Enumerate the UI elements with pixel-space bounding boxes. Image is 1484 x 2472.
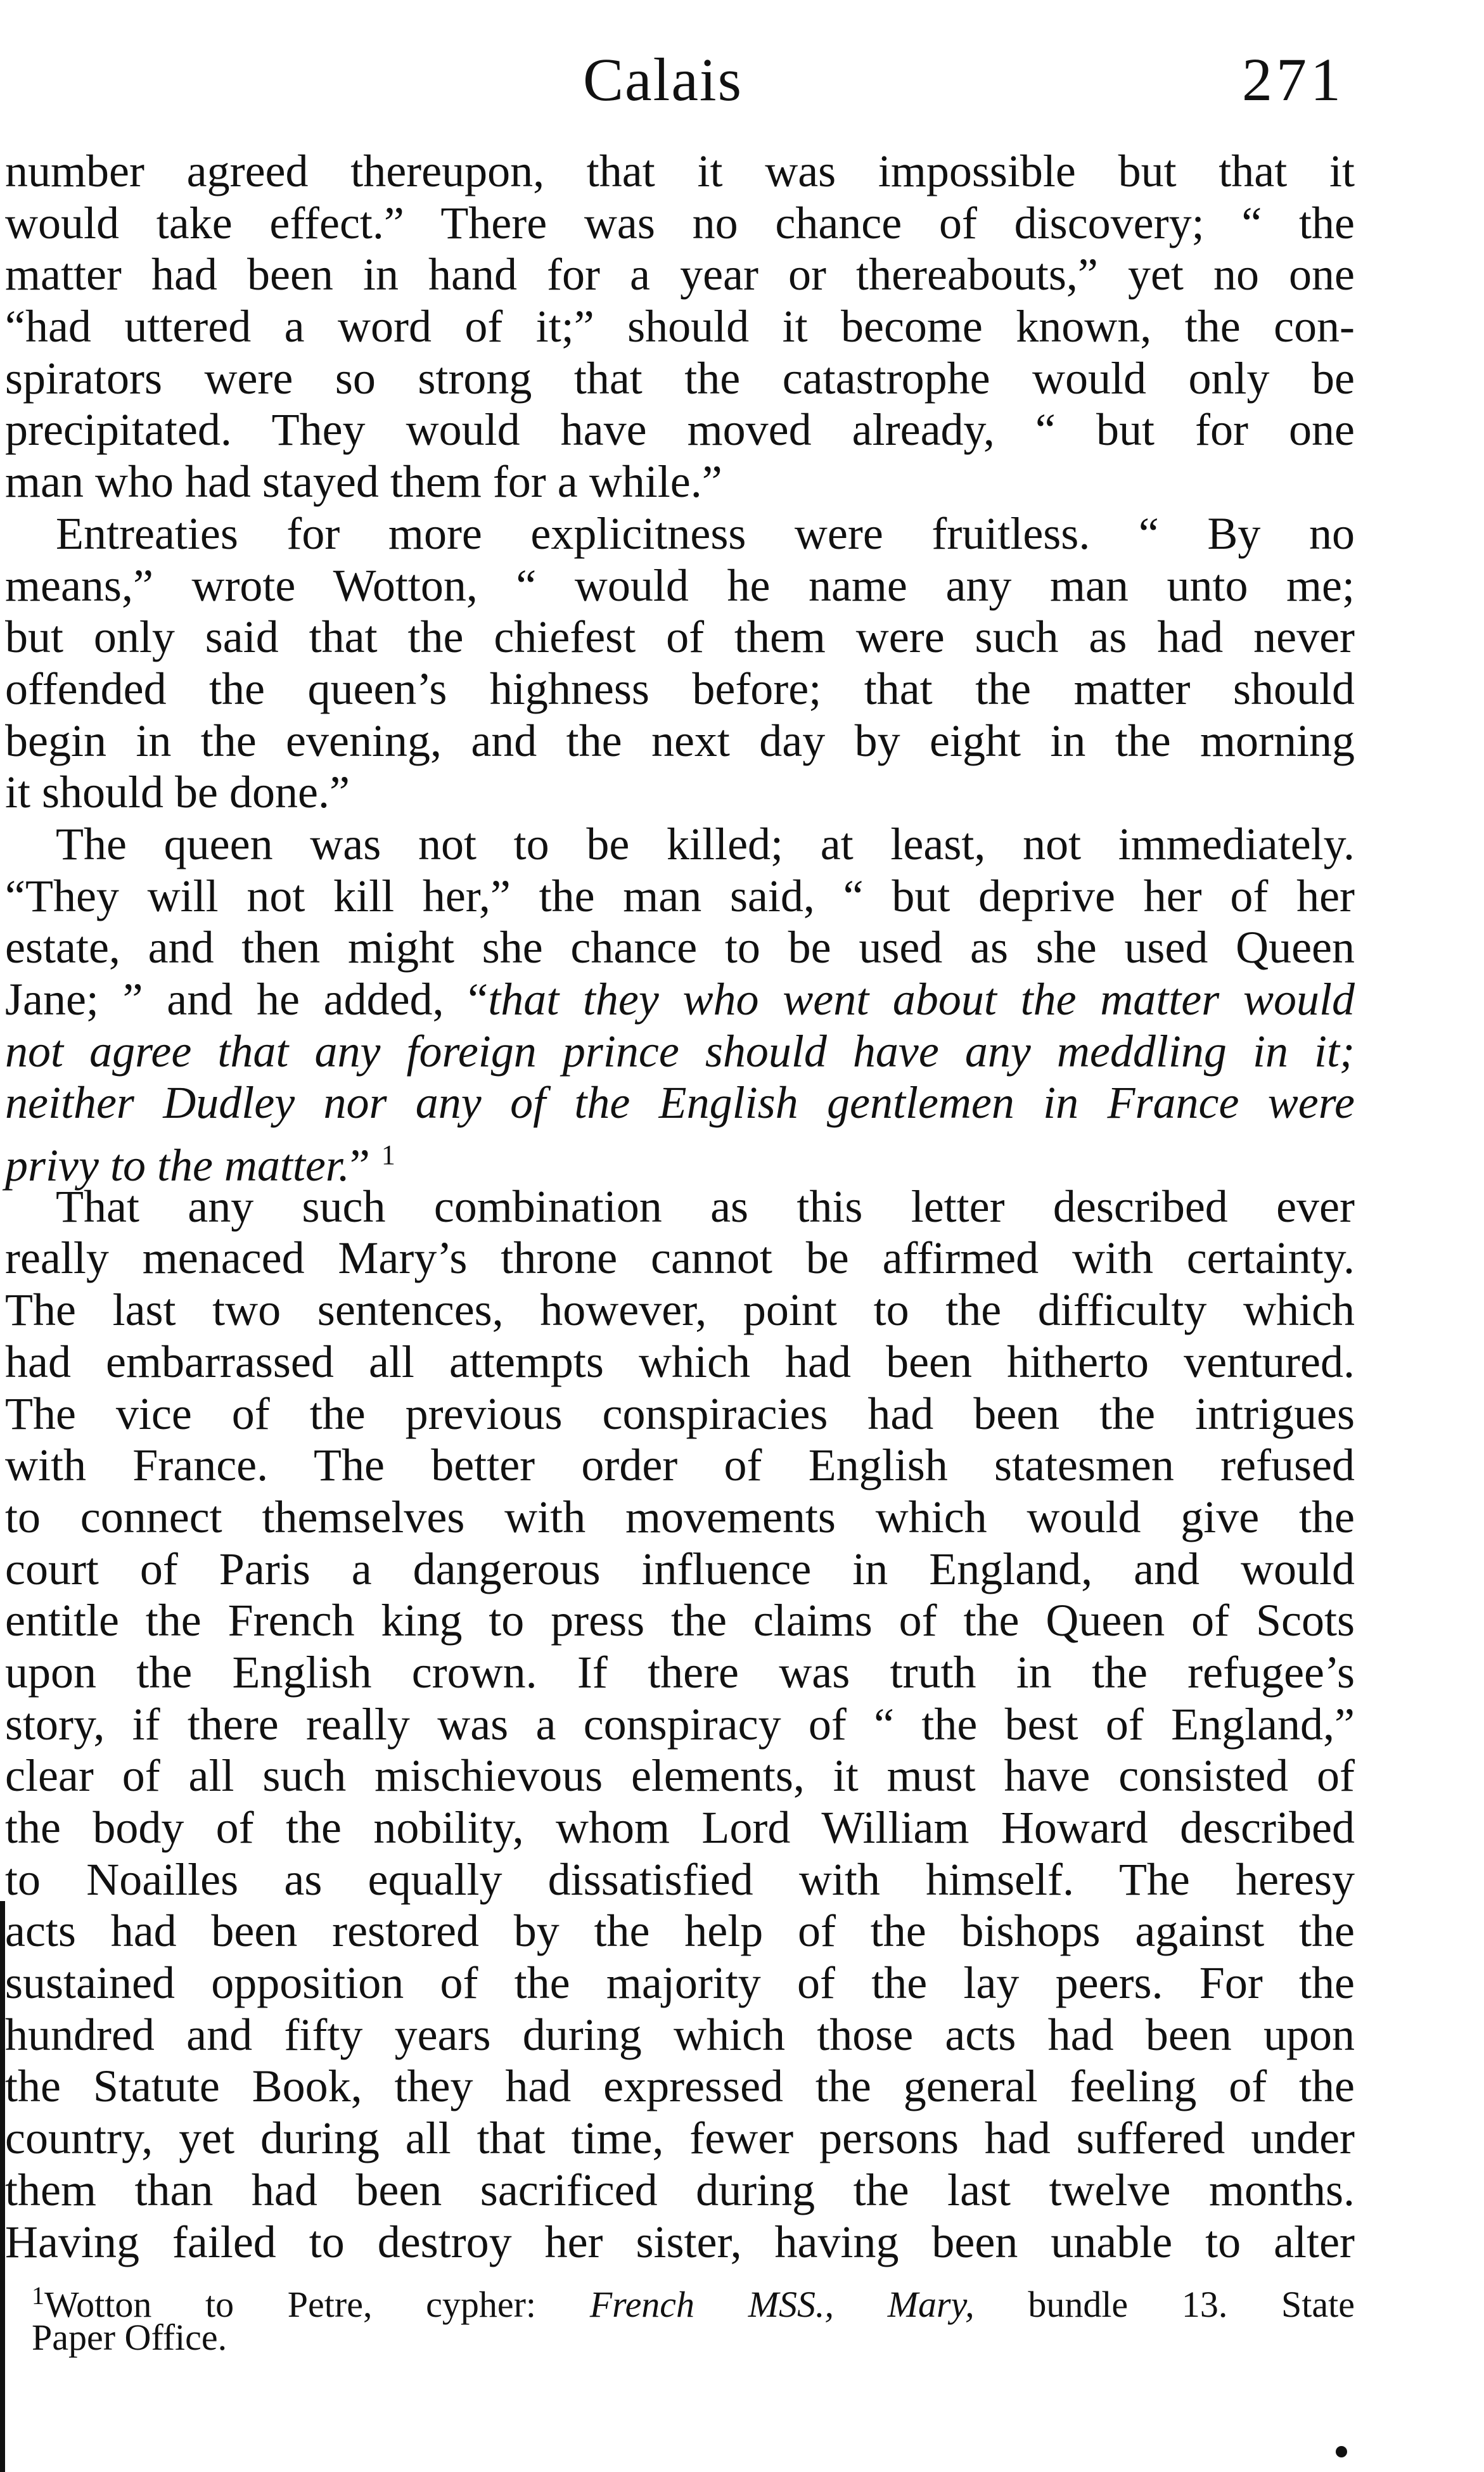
body-text	[5, 146, 1355, 2268]
text-line: the body of the nobility, whom Lord William Howard described	[5, 1802, 1355, 1853]
text-line: would take effect.” There was no chance of discovery; “ the	[5, 197, 1355, 248]
footnote-reference: 1	[381, 1139, 395, 1171]
text-line: entitle the French king to press the claims of the Queen of Scots	[5, 1595, 1355, 1646]
text-line: upon the English crown. If there was truth in the refugee’s	[5, 1646, 1355, 1698]
text-line: sustained opposition of the majority of the lay peers. For the	[5, 1957, 1355, 2009]
text-line: the Statute Book, they had expressed the general feeling of the	[5, 2061, 1355, 2112]
text-line	[5, 974, 1355, 1026]
text-line: man who had stayed them for a while.”	[5, 456, 722, 508]
text-line: offended the queen’s highness before; that the matter should	[5, 663, 1355, 714]
text-line: begin in the evening, and the next day by eight in the morning	[5, 715, 1355, 766]
paragraph-start-line: The queen was not to be killed; at least, not immediately.	[56, 818, 1355, 869]
text-run: Jane; ” and he added, “	[5, 974, 489, 1025]
text-line: with France. The better order of English statesmen refused	[5, 1440, 1355, 1491]
text-line: country, yet during all that time, fewer persons had suffered under	[5, 2113, 1355, 2164]
running-head: Calais	[583, 46, 743, 113]
text-line: estate, and then might she chance to be used as she used Queen	[5, 922, 1355, 973]
italic-text-line: neither Dudley nor any of the English gentlemen in France were	[5, 1077, 1355, 1129]
page-header	[0, 38, 1484, 114]
text-line: had embarrassed all attempts which had been hitherto ventured.	[5, 1336, 1355, 1387]
print-speck	[1336, 2446, 1347, 2457]
page-number: 271	[1242, 46, 1345, 113]
text-line: to Noailles as equally dissatisfied with himself. The heresy	[5, 1854, 1355, 1905]
text-line: clear of all such mischievous elements, it must have consisted of	[5, 1750, 1355, 1802]
text-line: it should be done.”	[5, 767, 350, 818]
text-line: really menaced Mary’s throne cannot be affirmed with certainty.	[5, 1233, 1355, 1284]
italic-text-run: privy to the matter.	[5, 1140, 350, 1191]
text-line: “had uttered a word of it;” should it become known, the con-	[5, 301, 1355, 352]
text-run: ”	[349, 1140, 381, 1191]
text-line: number agreed thereupon, that it was impossible but that it	[5, 146, 1355, 196]
text-line: spirators were so strong that the catastrophe would only be	[5, 352, 1355, 404]
text-line: court of Paris a dangerous influence in England, and would	[5, 1543, 1355, 1594]
footnote-line: Paper Office.	[32, 2317, 227, 2358]
text-line: hundred and fifty years during which those acts had been upon	[5, 2009, 1355, 2060]
text-line: “They will not kill her,” the man said, “ but deprive her of her	[5, 870, 1355, 921]
text-line: Having failed to destroy her sister, having been unable to alter	[5, 2216, 1355, 2267]
text-line: The vice of the previous conspiracies had been the intrigues	[5, 1388, 1355, 1439]
page-edge-shadow	[0, 1901, 5, 2472]
text-line: but only said that the chiefest of them were such as had never	[5, 612, 1355, 663]
text-line: them than had been sacrificed during the last twelve months.	[5, 2164, 1355, 2215]
text-line: matter had been in hand for a year or thereabouts,” yet no one	[5, 249, 1355, 300]
paragraph-start-line: That any such combination as this letter described ever	[56, 1181, 1355, 1232]
footnote-text: bundle 13. State	[974, 2284, 1355, 2325]
text-line: acts had been restored by the help of the bishops against the	[5, 1905, 1355, 1957]
footnote-mark: 1	[32, 2281, 44, 2310]
text-line: story, if there really was a conspiracy of “ the best of England,”	[5, 1698, 1355, 1750]
italic-text-run: that they who went about the matter would	[488, 974, 1355, 1025]
italic-text-line: not agree that any foreign prince should have any meddling in it;	[5, 1025, 1355, 1077]
text-line	[5, 1129, 1355, 1191]
text-line: precipitated. They would have moved already, “ but for one	[5, 404, 1355, 456]
footnote-text: Wotton to Petre, cypher:	[44, 2284, 590, 2325]
text-line: means,” wrote Wotton, “ would he name any man unto me;	[5, 560, 1355, 611]
text-line: The last two sentences, however, point to the difficulty which	[5, 1284, 1355, 1336]
footnote-source-italic: French MSS., Mary,	[589, 2284, 975, 2325]
text-line: to connect themselves with movements which would give the	[5, 1491, 1355, 1542]
footnotes	[32, 2275, 1355, 2359]
paragraph-start-line: Entreaties for more explicitness were fruitless. “ By no	[56, 508, 1355, 559]
footnote-line	[32, 2275, 1355, 2325]
